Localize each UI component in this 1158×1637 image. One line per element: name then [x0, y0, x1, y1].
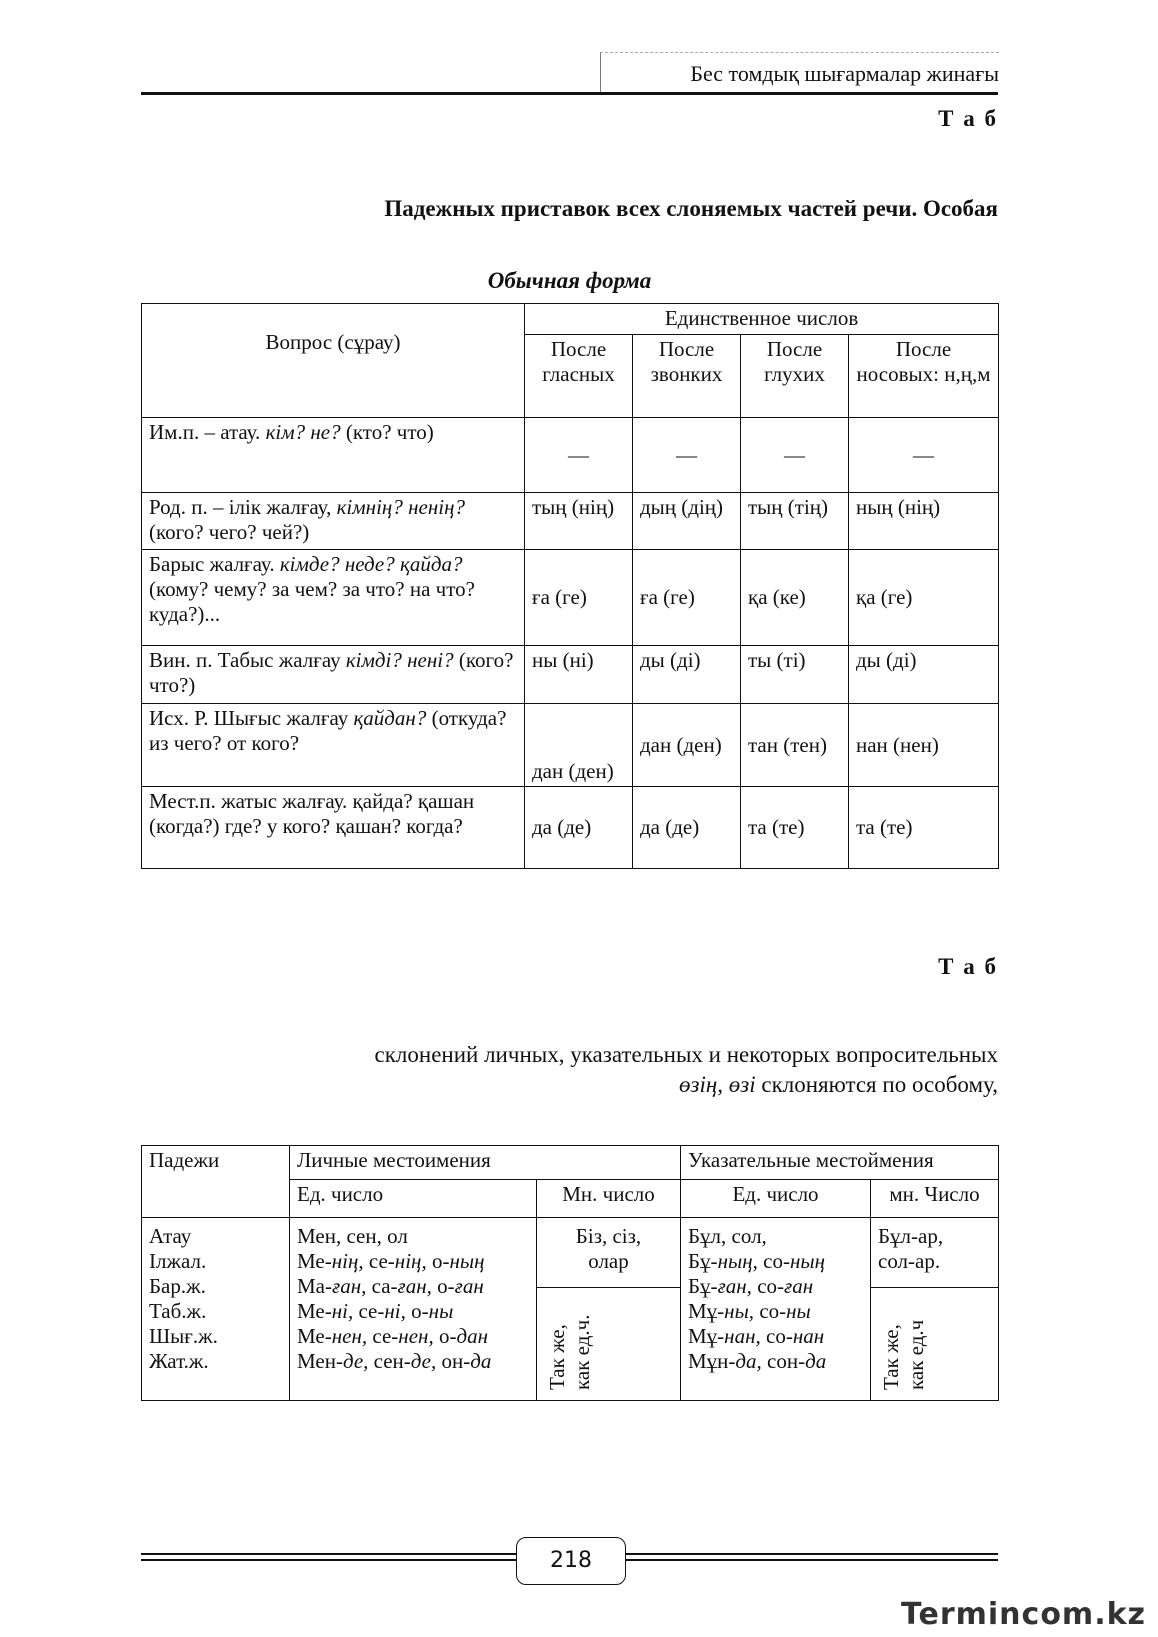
case-cell: Барыс жалғау. кімде? неде? қайда? (кому? чему? за чем? за что? на что? куда?)...: [142, 550, 525, 646]
running-title: Бес томдық шығармалар жинағы: [690, 61, 999, 86]
pronoun-form: Бұ-ған, со-ған: [688, 1274, 814, 1298]
pronoun-form: Бұл, сол,: [688, 1224, 767, 1248]
pronoun-form: Бұ-ның, со-ның: [688, 1249, 826, 1273]
pronoun-form: Мұн-да, сон-да: [688, 1349, 827, 1373]
case-cell: Вин. п. Табыс жалғау кімді? нені? (кого? что?): [142, 646, 525, 704]
case-name: Жат.ж.: [149, 1349, 209, 1373]
suffix-cell: ды (ді): [849, 646, 999, 704]
pronoun-form: Мұ-нан, со-нан: [688, 1324, 825, 1348]
suffix-cell: —: [633, 418, 741, 493]
plural-header: мн. Число: [871, 1180, 999, 1218]
watermark-logo: Termincom.kz: [901, 1597, 1146, 1632]
pronoun-declension-table: [141, 1145, 999, 1401]
suffix-cell: —: [525, 418, 633, 493]
pronoun-form: Мен, сен, ол: [297, 1224, 408, 1248]
col-header: После гласных: [525, 335, 633, 418]
suffix-cell: та (те): [741, 787, 849, 869]
table1-title: Падежных приставок всех слоняемых частей речи. Особая: [384, 196, 998, 221]
suffix-cell: ның (нің): [849, 493, 999, 550]
table-row: [142, 418, 999, 493]
col-header: После звонких: [633, 335, 741, 418]
singular-header: Ед. число: [681, 1180, 871, 1218]
suffix-cell: —: [849, 418, 999, 493]
same-as-singular-note: Так же, как ед.ч: [879, 1319, 928, 1390]
case-cell: Мест.п. жатыс жалғау. қайда? қашан (когда?) где? у кого? қашан? когда?: [142, 787, 525, 869]
suffix-cell: ға (ге): [633, 550, 741, 646]
personal-singular-forms: [290, 1218, 537, 1401]
suffix-cell: та (те): [849, 787, 999, 869]
case-name: Шығ.ж.: [149, 1324, 218, 1348]
table-row: [142, 493, 999, 550]
personal-plural-nominative: Біз, сіз, олар: [537, 1218, 681, 1288]
suffix-cell: ны (ні): [525, 646, 633, 704]
pronoun-form: Ма-ған, са-ған, о-ған: [297, 1274, 484, 1298]
demonstrative-plural-rest: [871, 1288, 999, 1401]
same-as-singular-note: Так же, как ед.ч.: [545, 1314, 594, 1390]
cases-list: [142, 1218, 290, 1401]
suffix-cell: да (де): [633, 787, 741, 869]
demonstrative-plural-nominative: Бұл-ар, сол-ар.: [871, 1218, 999, 1288]
table-row: [142, 646, 999, 704]
pronoun-form: Ме-нен, се-нен, о-дан: [297, 1324, 489, 1348]
footer-rule-right: [624, 1559, 998, 1561]
plural-header: Мн. число: [537, 1180, 681, 1218]
table1-subtitle: Обычная форма: [487, 268, 652, 293]
question-header: Вопрос (сұрау): [142, 304, 525, 418]
demonstrative-pronouns-header: Указательные местоймения: [681, 1146, 999, 1180]
suffix-cell: ды (ді): [633, 646, 741, 704]
col-header: После носовых: н,ң,м: [849, 335, 999, 418]
intro-line: өзің, өзі склоняются по особому,: [679, 1072, 998, 1097]
personal-pronouns-header: Личные местоимения: [290, 1146, 681, 1180]
suffix-cell: —: [741, 418, 849, 493]
pronoun-form: Мұ-ны, со-ны: [688, 1299, 811, 1323]
case-name: Таб.ж.: [149, 1299, 207, 1323]
suffix-cell: дан (ден): [633, 704, 741, 787]
case-cell: Род. п. – ілік жалғау, кімнің? ненің? (кого? чего? чей?): [142, 493, 525, 550]
case-name: Бар.ж.: [149, 1274, 206, 1298]
pronoun-form: Ме-ні, се-ні, о-ны: [297, 1299, 454, 1323]
suffix-cell: нан (нен): [849, 704, 999, 787]
suffix-cell: дан (ден): [525, 704, 633, 787]
suffix-cell: қа (ге): [849, 550, 999, 646]
suffix-cell: тың (тің): [741, 493, 849, 550]
table-row: [142, 787, 999, 869]
page-number: 218: [516, 1537, 626, 1585]
case-name: Атау: [149, 1224, 192, 1248]
footer-rule-right: [624, 1553, 998, 1555]
table-row: [142, 704, 999, 787]
suffix-cell: ға (ге): [525, 550, 633, 646]
footer-rule-left: [141, 1553, 516, 1555]
demonstrative-singular-forms: [681, 1218, 871, 1401]
table-row: [142, 550, 999, 646]
case-cell: Им.п. – атау. кім? не? (кто? что): [142, 418, 525, 493]
suffix-cell: ты (ті): [741, 646, 849, 704]
suffix-cell: тан (тен): [741, 704, 849, 787]
personal-plural-rest: [537, 1288, 681, 1401]
pronoun-form: Мен-де, сен-де, он-да: [297, 1349, 492, 1373]
intro-line: склонений личных, указательных и некоторых вопросительных: [374, 1042, 998, 1067]
suffix-cell: дың (дің): [633, 493, 741, 550]
table-label: Т а б: [938, 954, 998, 979]
running-head: [600, 52, 999, 93]
cases-header: Падежи: [142, 1146, 290, 1218]
case-name: Ілжал.: [149, 1249, 207, 1273]
singular-header: Ед. число: [290, 1180, 537, 1218]
suffix-cell: тың (нің): [525, 493, 633, 550]
case-suffix-table: [141, 303, 999, 869]
case-cell: Исх. Р. Шығыс жалғау қайдан? (откуда? из чего? от кого?: [142, 704, 525, 787]
col-header: После глухих: [741, 335, 849, 418]
singular-group-header: Единственное числов: [525, 304, 999, 335]
table-label: Т а б: [938, 106, 998, 131]
table2-intro: [141, 1040, 998, 1100]
suffix-cell: да (де): [525, 787, 633, 869]
footer-rule-left: [141, 1559, 516, 1561]
suffix-cell: қа (ке): [741, 550, 849, 646]
header-rule: [141, 92, 998, 95]
pronoun-form: Ме-нің, се-нің, о-ның: [297, 1249, 485, 1273]
